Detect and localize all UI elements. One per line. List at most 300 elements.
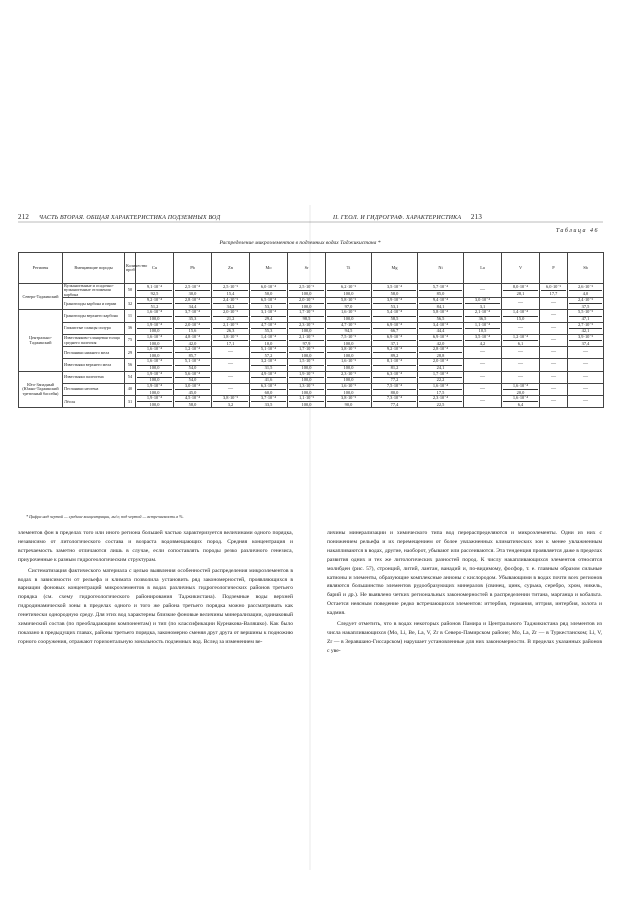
- sample-count-cell: 36: [125, 322, 136, 334]
- column-header: Zn: [212, 253, 250, 284]
- column-header: Mo: [250, 253, 288, 284]
- value-cell: [502, 359, 540, 371]
- value-cell: [568, 383, 604, 395]
- value-cell: [540, 383, 568, 395]
- occurrence-percent: 33,5: [264, 401, 273, 407]
- value-cell: [326, 359, 372, 371]
- value-cell: [174, 284, 212, 298]
- occurrence-percent: 100,0: [149, 389, 160, 395]
- table-number: Таблица 46: [555, 228, 599, 234]
- occurrence-percent: 22,2: [436, 377, 445, 383]
- value-cell: [502, 396, 540, 408]
- mean-concentration: 1,7·10⁻⁴: [419, 372, 462, 378]
- occurrence-percent: 28,1: [516, 290, 525, 296]
- mean-concentration: 6,3·10⁻⁴: [251, 384, 286, 390]
- mean-concentration: 3,0·10⁻⁴: [175, 384, 210, 390]
- table-row: [19, 371, 604, 383]
- occurrence-percent: 100,0: [301, 377, 312, 383]
- mean-concentration: 2,4·10⁻²: [213, 298, 248, 304]
- occurrence-percent: 17,1: [226, 340, 235, 346]
- occurrence-percent: 6,1: [517, 340, 524, 346]
- value-cell: [212, 383, 250, 395]
- value-cell: [568, 298, 604, 310]
- occurrence-percent: 4,2: [479, 340, 486, 346]
- mean-concentration: 8,1·10⁻⁴: [373, 359, 416, 365]
- value-cell: [502, 383, 540, 395]
- occurrence-percent: 6,4: [517, 401, 524, 407]
- occurrence-percent: 54,0: [188, 377, 197, 383]
- empty-dash: —: [228, 362, 233, 368]
- value-cell: [250, 310, 288, 322]
- value-cell: [568, 322, 604, 334]
- empty-dash: —: [551, 337, 556, 343]
- empty-dash: —: [551, 399, 556, 405]
- value-cell: [326, 347, 372, 359]
- empty-dash: —: [480, 374, 485, 380]
- mean-concentration: 1,9·10⁻²: [289, 372, 324, 378]
- mean-concentration: 2,0·10⁻⁴: [175, 323, 210, 329]
- empty-dash: —: [583, 386, 588, 392]
- left-page-number: 212: [18, 213, 30, 221]
- value-cell: [418, 298, 464, 310]
- occurrence-percent: 24,1: [436, 365, 445, 371]
- value-cell: [212, 310, 250, 322]
- empty-dash: —: [228, 374, 233, 380]
- value-cell: [250, 298, 288, 310]
- mean-concentration: 6,0·10⁻⁴: [251, 285, 286, 291]
- mean-concentration: 1,1·10⁻²: [289, 396, 324, 402]
- sample-count-cell: 40: [125, 383, 136, 395]
- empty-dash: —: [551, 313, 556, 319]
- value-cell: [326, 371, 372, 383]
- occurrence-percent: 100,0: [343, 352, 354, 358]
- mean-concentration: 1,9·10⁻⁴: [137, 396, 172, 402]
- occurrence-percent: 100,0: [149, 316, 160, 322]
- column-header: Регионы: [19, 253, 63, 284]
- microelements-table: [18, 252, 604, 408]
- value-cell: [212, 396, 250, 408]
- occurrence-percent: 54,0: [188, 365, 197, 371]
- occurrence-percent: 60,0: [264, 389, 273, 395]
- occurrence-percent: 100,0: [301, 401, 312, 407]
- value-cell: [464, 371, 502, 383]
- occurrence-percent: 77,2: [390, 377, 399, 383]
- value-cell: [288, 322, 326, 334]
- occurrence-percent: 100,0: [343, 290, 354, 296]
- value-cell: [212, 334, 250, 346]
- value-cell: [288, 359, 326, 371]
- value-cell: [250, 322, 288, 334]
- mean-concentration: 3,8·10⁻²: [213, 396, 248, 402]
- empty-dash: —: [480, 362, 485, 368]
- value-cell: [464, 383, 502, 395]
- value-cell: [288, 383, 326, 395]
- empty-dash: —: [551, 386, 556, 392]
- column-header: V: [502, 253, 540, 284]
- empty-dash: —: [518, 325, 523, 331]
- right-paragraph-1: личины минерализации и химического типа вод перераспределяются и микроэлементы. Одни из них с понижением рельефа и их перемещением от более увлажненных климатических зон к менее увлажненным накапливаются в водах, другие, наоборот, убывают или рассеиваются. Эта тенденция проявляется даже в пределах развития одних и тех же литологических разностей пород. К числу накапливающихся элементов относятся молибден (рис. 57), стронций, литий, лантан, ванадий и, по-видимому, фосфор, т. е. главным образом сильные катионы и элементы, образующие комплексные анионы с кислородом. Убывающими в водах почти всех регионов являются большинство элементов рудообразующих минералов (свинец, цинк, сурьма, серебро, хром, никель, барий и др.). Не выявлено четких региональных закономерностей в распределении титана, марганца и кобальта. Остается неясным поведение редко встречающихся элементов: иттербия, германия, иттрия, интербия, золота и кадмия.: [327, 530, 602, 617]
- occurrence-percent: 100,0: [343, 340, 354, 346]
- empty-dash: —: [551, 374, 556, 380]
- value-cell: [464, 298, 502, 310]
- value-cell: [540, 284, 568, 298]
- column-header: Mg: [372, 253, 418, 284]
- value-cell: [136, 371, 174, 383]
- occurrence-percent: 4,0: [582, 290, 589, 296]
- value-cell: [568, 396, 604, 408]
- value-cell: [502, 347, 540, 359]
- column-header: Pb: [174, 253, 212, 284]
- value-cell: [502, 298, 540, 310]
- value-cell: [326, 322, 372, 334]
- table-title: Распределение микроэлементов в подземных водах Таджикистана *: [219, 240, 381, 246]
- value-cell: [212, 359, 250, 371]
- value-cell: [540, 371, 568, 383]
- occurrence-percent: 15,4: [226, 290, 235, 296]
- mean-concentration: 2,0·10⁻⁴: [419, 359, 462, 365]
- value-cell: [464, 347, 502, 359]
- mean-concentration: 1,8·10⁻²: [213, 335, 248, 341]
- value-cell: [464, 310, 502, 322]
- value-cell: [212, 347, 250, 359]
- value-cell: [464, 322, 502, 334]
- value-cell: [250, 396, 288, 408]
- mean-concentration: 3,8·10⁻²: [327, 396, 370, 402]
- value-cell: [288, 284, 326, 298]
- value-cell: [502, 310, 540, 322]
- table-row: [19, 298, 604, 310]
- mean-concentration: 2,5·10⁻²: [289, 285, 324, 291]
- occurrence-percent: 92,5: [150, 290, 159, 296]
- left-text-column: [18, 529, 293, 649]
- mean-concentration: 3,4·10⁻⁴: [419, 323, 462, 329]
- occurrence-percent: 22,5: [436, 401, 445, 407]
- sample-count-cell: 75: [125, 334, 136, 346]
- mean-concentration: 3,0·10⁻⁴: [465, 298, 500, 304]
- region-cell: Юго-Западный (Южно-Таджикский третичный бассейн): [19, 371, 63, 408]
- occurrence-percent: 85,0: [436, 290, 445, 296]
- occurrence-percent: 30,0: [188, 290, 197, 296]
- table-footnote: * Цифра над чертой — средние концентрации, мг/л; под чертой — встречаемость в %.: [26, 514, 184, 519]
- value-cell: [464, 284, 502, 298]
- value-cell: [540, 396, 568, 408]
- value-cell: [174, 383, 212, 395]
- empty-dash: —: [583, 374, 588, 380]
- mean-concentration: 6,9·10⁻⁴: [373, 323, 416, 329]
- mean-concentration: 3,1·10⁻⁴: [251, 310, 286, 316]
- value-cell: [372, 359, 418, 371]
- mean-concentration: 2,6·10⁻²: [569, 285, 602, 291]
- sample-count-cell: 29: [125, 347, 136, 359]
- empty-dash: —: [518, 301, 523, 307]
- value-cell: [418, 322, 464, 334]
- mean-concentration: 2,1·10⁻²: [289, 335, 324, 341]
- value-cell: [540, 334, 568, 346]
- occurrence-percent: 28,8: [436, 352, 445, 358]
- table-row: [19, 334, 604, 346]
- column-header: P: [540, 253, 568, 284]
- rock-cell: Лёссы: [63, 396, 125, 408]
- value-cell: [540, 347, 568, 359]
- value-cell: [174, 310, 212, 322]
- occurrence-percent: 100,0: [343, 377, 354, 383]
- value-cell: [326, 396, 372, 408]
- occurrence-percent: 100,0: [149, 328, 160, 334]
- value-cell: [540, 322, 568, 334]
- mean-concentration: 3,7·10⁻⁴: [251, 396, 286, 402]
- occurrence-percent: 53,1: [390, 303, 399, 309]
- occurrence-percent: 34,2: [226, 303, 235, 309]
- right-page-number: 213: [470, 213, 483, 221]
- mean-concentration: 1,7·10⁻²: [289, 347, 324, 353]
- mean-concentration: 1,6·10⁻⁴: [137, 359, 172, 365]
- value-cell: [418, 383, 464, 395]
- mean-concentration: 2,1·10⁻²: [213, 323, 248, 329]
- value-cell: [568, 334, 604, 346]
- mean-concentration: 5,4·10⁻⁴: [373, 310, 416, 316]
- mean-concentration: 4,8·10⁻⁴: [175, 335, 210, 341]
- column-header: Вмещающие породы: [63, 253, 125, 284]
- value-cell: [288, 371, 326, 383]
- value-cell: [174, 334, 212, 346]
- rock-cell: Гранитоиды верхнего карбона: [63, 310, 125, 322]
- value-cell: [418, 396, 464, 408]
- value-cell: [418, 284, 464, 298]
- value-cell: [174, 298, 212, 310]
- empty-dash: —: [583, 362, 588, 368]
- mean-concentration: 1,5·10⁻²: [289, 359, 324, 365]
- mean-concentration: 6,9·10⁻⁴: [373, 335, 416, 341]
- mean-concentration: 7,3·10⁻⁴: [373, 396, 416, 402]
- value-cell: [372, 383, 418, 395]
- occurrence-percent: 100,0: [343, 389, 354, 395]
- empty-dash: —: [480, 350, 485, 356]
- mean-concentration: 2,0·10⁻²: [213, 310, 248, 316]
- occurrence-percent: 10,0: [264, 340, 273, 346]
- mean-concentration: 4,5·10⁻⁴: [175, 396, 210, 402]
- value-cell: [372, 310, 418, 322]
- mean-concentration: 6,0·10⁻²: [541, 285, 566, 291]
- value-cell: [250, 383, 288, 395]
- mean-concentration: 1,4·10⁻⁴: [251, 335, 286, 341]
- occurrence-percent: 15,0: [516, 316, 525, 322]
- value-cell: [418, 347, 464, 359]
- table-row: [19, 284, 604, 298]
- occurrence-percent: 42,0: [436, 340, 445, 346]
- mean-concentration: 9,4·10⁻⁴: [419, 298, 462, 304]
- left-running-header: [18, 213, 220, 221]
- value-cell: [136, 334, 174, 346]
- right-running-header: [333, 213, 482, 221]
- mean-concentration: 2,3·10⁻²: [289, 323, 324, 329]
- column-header: Ni: [418, 253, 464, 284]
- occurrence-percent: 84,1: [436, 303, 445, 309]
- value-cell: [212, 322, 250, 334]
- value-cell: [326, 334, 372, 346]
- occurrence-percent: 81,2: [390, 365, 399, 371]
- value-cell: [372, 396, 418, 408]
- occurrence-percent: 77,4: [390, 401, 399, 407]
- value-cell: [568, 284, 604, 298]
- occurrence-percent: 47,1: [581, 316, 590, 322]
- column-header: Количество проб: [125, 253, 136, 284]
- value-cell: [464, 359, 502, 371]
- value-cell: [174, 347, 212, 359]
- value-cell: [288, 396, 326, 408]
- mean-concentration: 8,0·10⁻⁴: [503, 285, 538, 291]
- occurrence-percent: 98,5: [302, 316, 311, 322]
- mean-concentration: 1,3·10⁻²: [289, 384, 324, 390]
- occurrence-percent: 44,4: [436, 328, 445, 334]
- mean-concentration: 1,9·10⁻⁴: [137, 384, 172, 390]
- value-cell: [136, 396, 174, 408]
- occurrence-percent: 100,0: [343, 316, 354, 322]
- empty-dash: —: [480, 399, 485, 405]
- empty-dash: —: [518, 362, 523, 368]
- occurrence-percent: 97,9: [302, 340, 311, 346]
- mean-concentration: 1,6·10⁻⁴: [419, 384, 462, 390]
- mean-concentration: 4,9·10⁻⁴: [251, 372, 286, 378]
- occurrence-percent: 94,5: [344, 328, 353, 334]
- occurrence-percent: 53,1: [264, 303, 273, 309]
- value-cell: [502, 371, 540, 383]
- value-cell: [418, 310, 464, 322]
- rock-cell: Известняково-сланцевая толща среднего палеозоя: [63, 334, 125, 346]
- occurrence-percent: 100,0: [149, 352, 160, 358]
- occurrence-percent: 100,0: [149, 401, 160, 407]
- occurrence-percent: 57,2: [264, 352, 273, 358]
- occurrence-percent: 37,4: [581, 340, 590, 346]
- mean-concentration: 4,7·10⁻⁴: [251, 323, 286, 329]
- empty-dash: —: [228, 350, 233, 356]
- mean-concentration: 1,6·10⁻⁴: [137, 310, 172, 316]
- value-cell: [464, 396, 502, 408]
- occurrence-percent: 100,0: [301, 290, 312, 296]
- occurrence-percent: 37,1: [390, 340, 399, 346]
- mean-concentration: 1,6·10⁻⁴: [503, 384, 538, 390]
- value-cell: [212, 298, 250, 310]
- empty-dash: —: [480, 287, 485, 293]
- value-cell: [418, 334, 464, 346]
- mean-concentration: 1,7·10⁻²: [289, 310, 324, 316]
- occurrence-percent: 37,5: [581, 303, 590, 309]
- mean-concentration: 3,2·10⁻⁴: [251, 359, 286, 365]
- value-cell: [502, 334, 540, 346]
- occurrence-percent: 56,5: [436, 316, 445, 322]
- occurrence-percent: 90,0: [344, 401, 353, 407]
- occurrence-percent: 55,3: [264, 328, 273, 334]
- value-cell: [288, 298, 326, 310]
- mean-concentration: 4,7·10⁻²: [327, 323, 370, 329]
- occurrence-percent: 58,0: [390, 290, 399, 296]
- occurrence-percent: 17,5: [436, 389, 445, 395]
- value-cell: [568, 347, 604, 359]
- value-cell: [502, 284, 540, 298]
- mean-concentration: 1,2·10⁻⁴: [175, 347, 210, 353]
- value-cell: [418, 371, 464, 383]
- mean-concentration: 9,2·10⁻⁴: [373, 347, 416, 353]
- value-cell: [250, 334, 288, 346]
- sample-count-cell: 54: [125, 371, 136, 383]
- empty-dash: —: [551, 362, 556, 368]
- table-header-row: [19, 253, 604, 284]
- mean-concentration: 2,1·10⁻⁴: [465, 310, 500, 316]
- mean-concentration: 5,1·10⁻⁴: [251, 347, 286, 353]
- mean-concentration: 1,6·10⁻⁴: [137, 347, 172, 353]
- occurrence-percent: 80,0: [390, 389, 399, 395]
- occurrence-percent: 17,7: [549, 290, 558, 296]
- mean-concentration: 1,6·10⁻²: [327, 310, 370, 316]
- mean-concentration: 1,6·10⁻²: [327, 384, 370, 390]
- value-cell: [288, 347, 326, 359]
- occurrence-percent: 35,3: [188, 316, 197, 322]
- rock-cell: Гранитоиды карбона и перми: [63, 298, 125, 310]
- occurrence-percent: 100,0: [301, 303, 312, 309]
- mean-concentration: 7,5·10⁻⁴: [373, 384, 416, 390]
- occurrence-percent: 20,0: [516, 389, 525, 395]
- column-header: La: [464, 253, 502, 284]
- mean-concentration: 1,9·10⁻⁴: [137, 372, 172, 378]
- left-paragraph-1: элементов фон в пределах того или иного региона большей частью характеризуется величинами одного порядка, независимо от литологического состава и возраста водовмещающих пород. Средняя концентрация и встречаемость заметно отличаются лишь в случае, если сопоставлять породы резко различного генезиса, приуроченные к разным гидрогеологическим структурам.: [18, 530, 293, 563]
- rock-cell: Песчаники неогена: [63, 383, 125, 395]
- table-row: [19, 383, 604, 395]
- value-cell: [540, 310, 568, 322]
- mean-concentration: 2,3·10⁻⁴: [419, 396, 462, 402]
- mean-concentration: 3,8·10⁻²: [327, 347, 370, 353]
- mean-concentration: 2,8·10⁻⁴: [419, 347, 462, 353]
- rock-cell: Вулканогенные и осадочно-вулканогенные отложения карбона: [63, 284, 125, 298]
- mean-concentration: 6,5·10⁻⁴: [251, 298, 286, 304]
- mean-concentration: 3,5·10⁻⁴: [465, 335, 500, 341]
- mean-concentration: 1,1·10⁻⁴: [465, 323, 500, 329]
- value-cell: [326, 310, 372, 322]
- table-row: [19, 396, 604, 408]
- mean-concentration: 3,5·10⁻⁴: [373, 285, 416, 291]
- empty-dash: —: [551, 350, 556, 356]
- value-cell: [136, 383, 174, 395]
- occurrence-percent: 100,0: [301, 365, 312, 371]
- region-cell: Центрально-Таджикский: [19, 310, 63, 371]
- mean-concentration: 6,3·10⁻⁴: [373, 372, 416, 378]
- mean-concentration: 3,9·10⁻⁴: [373, 298, 416, 304]
- value-cell: [326, 284, 372, 298]
- mean-concentration: 9,1·10⁻⁴: [137, 285, 172, 291]
- value-cell: [136, 322, 174, 334]
- occurrence-percent: 15,6: [188, 328, 197, 334]
- mean-concentration: 1,2·10⁻⁴: [503, 335, 538, 341]
- occurrence-percent: 97,0: [344, 303, 353, 309]
- rock-cell: Известняки палеогена: [63, 371, 125, 383]
- occurrence-percent: 100,0: [301, 352, 312, 358]
- sample-count-cell: 56: [125, 359, 136, 371]
- value-cell: [174, 396, 212, 408]
- mean-concentration: 2,3·10⁻²: [327, 372, 370, 378]
- value-cell: [136, 284, 174, 298]
- right-paragraph-2: Следует отметить, что в водах некоторых районов Памира и Центрального Таджикистана ряд элементов из числа накапливающихся (Mo, Li, Be, La, V, Zr в Северо-Памирском районе; Mo, La, Zr — в Туркестанском; Li, V, Zr — в Зеравшано-Гиссарском) нарушает установленные для них закономерности. В пределах указанных районов с уве-: [327, 621, 602, 654]
- rock-cell: Глинистые сланцы силура: [63, 322, 125, 334]
- mean-concentration: 5,7·10⁻⁴: [419, 285, 462, 291]
- value-cell: [136, 298, 174, 310]
- rock-cell: Песчаники нижнего мела: [63, 347, 125, 359]
- mean-concentration: 1,6·10⁻⁴: [137, 335, 172, 341]
- occurrence-percent: 100,0: [301, 389, 312, 395]
- occurrence-percent: 100,0: [301, 328, 312, 334]
- mean-concentration: 7,5·10⁻²: [327, 335, 370, 341]
- mean-concentration: 5,5·10⁻²: [569, 310, 602, 316]
- occurrence-percent: 3,2: [227, 401, 234, 407]
- occurrence-percent: 21,2: [226, 316, 235, 322]
- sample-count-cell: 50: [125, 284, 136, 298]
